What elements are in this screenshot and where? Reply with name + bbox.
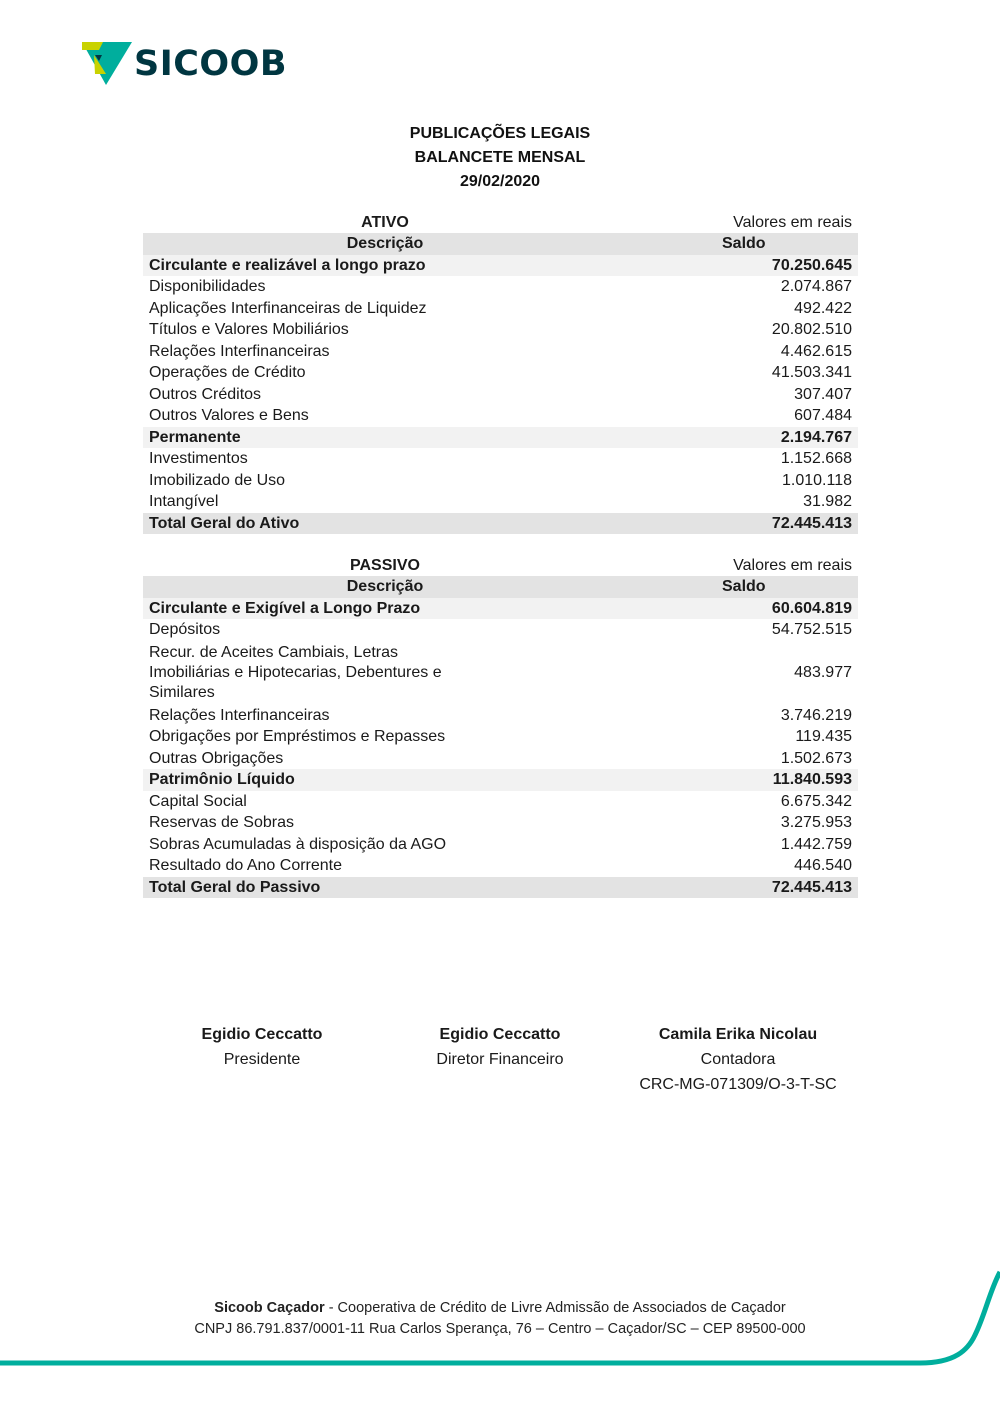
table-row bbox=[143, 491, 858, 513]
group-row bbox=[143, 598, 858, 620]
row-value: 607.484 bbox=[794, 407, 852, 424]
total-row bbox=[143, 877, 858, 899]
table-row bbox=[143, 748, 858, 770]
signature-registration: CRC-MG-071309/O-3-T-SC bbox=[639, 1076, 837, 1093]
row-description: Sobras Acumuladas à disposição da AGO bbox=[149, 835, 447, 853]
col-desc: Descrição bbox=[346, 235, 424, 252]
row-description: Relações Interfinanceiras bbox=[149, 342, 330, 360]
row-value: 54.752.515 bbox=[771, 621, 852, 638]
group-row bbox=[143, 427, 858, 449]
group-row bbox=[143, 769, 858, 791]
row-description: Obrigações por Empréstimos e Repasses bbox=[149, 728, 446, 745]
row-description: Investimentos bbox=[149, 450, 248, 467]
passivo-table bbox=[143, 555, 858, 898]
signature-president bbox=[132, 1022, 392, 1072]
logo-text: SICOOB bbox=[134, 43, 288, 84]
title-line-2: BALANCETE MENSAL bbox=[414, 149, 586, 166]
table-row bbox=[143, 726, 858, 748]
row-value: 70.250.645 bbox=[771, 256, 852, 274]
row-description: Resultado do Ano Corrente bbox=[149, 857, 343, 874]
table-row bbox=[143, 362, 858, 384]
ativo-table bbox=[143, 212, 858, 534]
ativo-unit: Valores em reais bbox=[733, 214, 852, 231]
sicoob-logo bbox=[82, 42, 287, 86]
row-value: 41.503.341 bbox=[771, 364, 852, 381]
table-row bbox=[143, 341, 858, 363]
row-value: 31.982 bbox=[803, 493, 852, 510]
row-description: Circulante e realizável a longo prazo bbox=[149, 256, 426, 274]
sicoob-logo-icon bbox=[82, 42, 132, 86]
signature-financial-director bbox=[370, 1022, 630, 1072]
passivo-rows bbox=[143, 598, 858, 899]
title-line-1: PUBLICAÇÕES LEGAIS bbox=[409, 125, 591, 142]
row-description: Total Geral do Ativo bbox=[149, 514, 300, 532]
footer-description: - Cooperativa de Crédito de Livre Admissão de Associados de Caçador bbox=[324, 1300, 786, 1316]
signature-name: Camila Erika Nicolau bbox=[658, 1026, 818, 1043]
signature-role: Diretor Financeiro bbox=[436, 1051, 564, 1068]
table-row bbox=[143, 276, 858, 298]
document-title bbox=[0, 122, 1000, 194]
row-description: Circulante e Exigível a Longo Prazo bbox=[149, 599, 421, 617]
table-row bbox=[143, 834, 858, 856]
row-value: 1.152.668 bbox=[780, 450, 852, 467]
row-description: Capital Social bbox=[149, 792, 247, 810]
passivo-title: PASSIVO bbox=[350, 557, 420, 574]
ativo-title: ATIVO bbox=[361, 214, 409, 231]
row-value: 3.746.219 bbox=[780, 706, 852, 724]
row-description: Outros Valores e Bens bbox=[149, 407, 309, 424]
row-value: 6.675.342 bbox=[780, 792, 852, 810]
footer-swoosh-decoration bbox=[0, 1260, 1000, 1370]
passivo-unit: Valores em reais bbox=[733, 557, 852, 574]
ativo-column-header bbox=[143, 233, 858, 255]
row-description: Operações de Crédito bbox=[149, 364, 306, 381]
row-value: 307.407 bbox=[794, 385, 852, 403]
signature-role: Presidente bbox=[223, 1051, 301, 1068]
col-value: Saldo bbox=[722, 235, 766, 252]
row-value: 446.540 bbox=[794, 857, 852, 874]
signature-name: Egidio Ceccatto bbox=[201, 1026, 323, 1043]
signature-accountant bbox=[608, 1022, 868, 1097]
table-row bbox=[143, 298, 858, 320]
signature-name: Egidio Ceccatto bbox=[439, 1026, 561, 1043]
row-value: 492.422 bbox=[794, 299, 852, 317]
ativo-rows bbox=[143, 255, 858, 535]
row-value: 119.435 bbox=[795, 728, 852, 745]
ativo-heading bbox=[143, 212, 858, 233]
row-value: 3.275.953 bbox=[780, 814, 852, 831]
total-row bbox=[143, 513, 858, 535]
table-row bbox=[143, 448, 858, 470]
row-description: Aplicações Interfinanceiras de Liquidez bbox=[149, 299, 427, 317]
col-value: Saldo bbox=[722, 578, 766, 595]
row-value: 4.462.615 bbox=[780, 342, 852, 360]
row-description: Patrimônio Líquido bbox=[149, 771, 295, 788]
table-row bbox=[143, 705, 858, 727]
row-description: Títulos e Valores Mobiliários bbox=[149, 321, 349, 338]
table-row bbox=[143, 319, 858, 341]
footer-entity: Sicoob Caçador bbox=[214, 1300, 325, 1316]
row-description: Total Geral do Passivo bbox=[149, 878, 321, 896]
row-value: 1.010.118 bbox=[782, 471, 852, 489]
row-description: Relações Interfinanceiras bbox=[149, 706, 330, 724]
row-description: Imobilizado de Uso bbox=[149, 471, 286, 489]
footer-address: CNPJ 86.791.837/0001-11 Rua Carlos Sperança, 76 – Centro – Caçador/SC – CEP 89500-000 bbox=[194, 1321, 806, 1337]
table-row bbox=[143, 641, 858, 705]
row-description: Recur. de Aceites Cambiais, Letras Imobiliárias e Hipotecarias, Debentures e Similares bbox=[149, 643, 442, 701]
passivo-column-header bbox=[143, 576, 858, 598]
table-row bbox=[143, 619, 858, 641]
row-description: Disponibilidades bbox=[149, 278, 266, 295]
row-value: 2.194.767 bbox=[780, 428, 852, 446]
row-value: 11.840.593 bbox=[772, 771, 852, 788]
row-description: Outras Obrigações bbox=[149, 749, 284, 767]
table-row bbox=[143, 470, 858, 492]
table-row bbox=[143, 812, 858, 834]
table-row bbox=[143, 791, 858, 813]
signature-role: Contadora bbox=[700, 1051, 776, 1068]
row-description: Outros Créditos bbox=[149, 385, 262, 403]
row-value: 2.074.867 bbox=[780, 278, 852, 295]
row-description: Reservas de Sobras bbox=[149, 814, 294, 831]
table-row bbox=[143, 384, 858, 406]
col-desc: Descrição bbox=[346, 578, 424, 595]
row-description: Permanente bbox=[149, 428, 241, 446]
row-value: 483.977 bbox=[794, 663, 852, 681]
row-value: 60.604.819 bbox=[771, 599, 852, 617]
title-line-3: 29/02/2020 bbox=[459, 173, 541, 190]
row-description: Depósitos bbox=[149, 621, 221, 638]
passivo-heading bbox=[143, 555, 858, 576]
table-row bbox=[143, 405, 858, 427]
row-value: 72.445.413 bbox=[771, 514, 852, 532]
row-value: 72.445.413 bbox=[771, 878, 852, 896]
row-value: 1.502.673 bbox=[780, 749, 852, 767]
table-row bbox=[143, 855, 858, 877]
row-description: Intangível bbox=[149, 493, 219, 510]
row-value: 1.442.759 bbox=[780, 835, 852, 853]
group-row bbox=[143, 255, 858, 277]
row-value: 20.802.510 bbox=[771, 321, 852, 338]
